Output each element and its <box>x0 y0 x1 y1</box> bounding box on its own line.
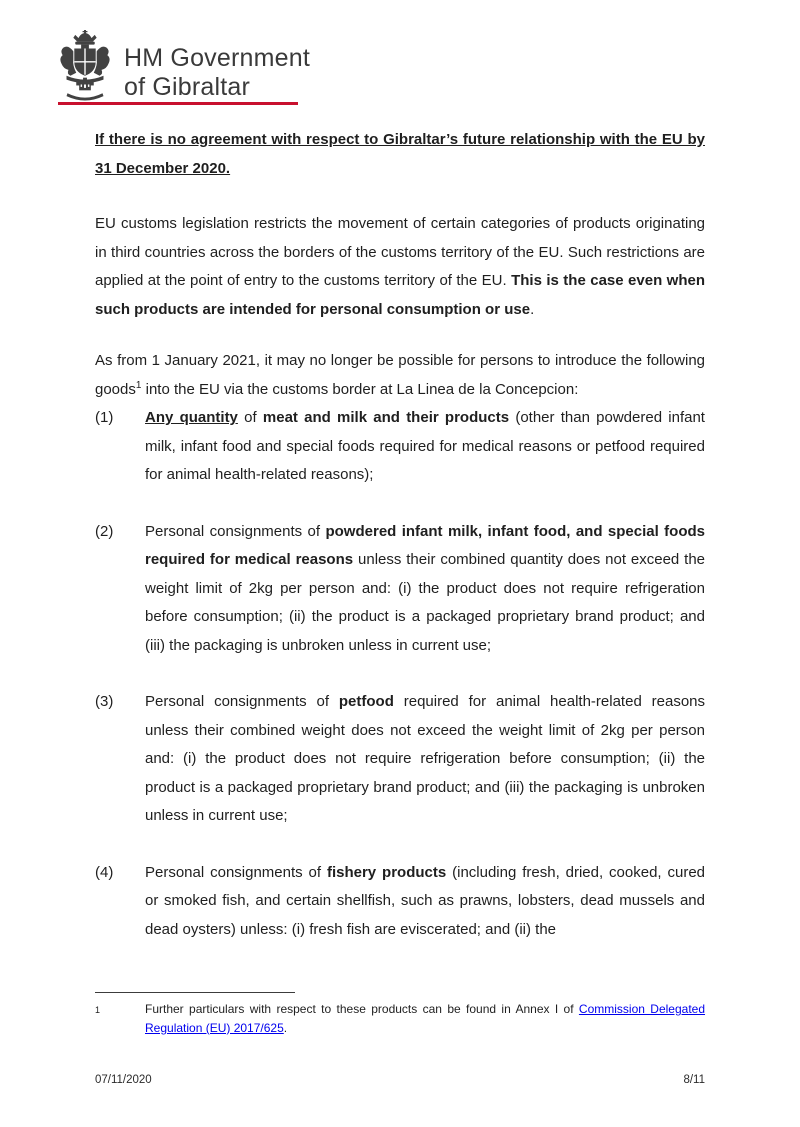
footnote-marker: 1 <box>95 1005 101 1015</box>
list-item-3 <box>95 688 705 831</box>
document-body <box>95 126 705 944</box>
list-item-4 <box>95 859 705 945</box>
paragraph-customs-legislation: EU customs legislation restricts the movement of certain categories of products originating in third countries across the borders of the customs territory of the EU. Such restrictions are applied at the point of entry to the customs territory of the EU. This is the case even when such products are intended for personal consumption or use. <box>95 215 705 318</box>
list-item-1-number: (1) <box>95 409 114 426</box>
list-item-3-number: (3) <box>95 693 114 710</box>
list-item-2 <box>95 518 705 661</box>
footer-page-number: 8/11 <box>683 1074 705 1086</box>
footnote <box>95 1000 705 1037</box>
gibraltar-coat-of-arms-icon <box>58 30 112 102</box>
list-item-2-text: Personal consignments of powdered infant milk, infant food, and special foods required for medical reasons unless their combined quantity does not exceed the weight limit of 2kg per person and: (i) the product does not require refrigeration before consumption; (ii) the product is a packaged proprietary brand product; and (iii) the packaging is unbroken unless in current use; <box>145 522 706 654</box>
list-item-2-number: (2) <box>95 522 114 540</box>
org-name <box>124 30 310 102</box>
list-item-4-text: Personal consignments of fishery products (including fresh, dried, cooked, cured or smoked fish, and certain shellfish, such as prawns, lobsters, dead mussels and dead oysters) unless: (i) fresh fish are eviscerated; and (ii) the <box>145 863 706 938</box>
footnote-divider <box>95 992 295 993</box>
paragraph-intro-list: As from 1 January 2021, it may no longer be possible for persons to introduce the following goods$^1$ into the EU via the customs border at La Linea de la Concepcion: <box>95 352 705 398</box>
footer-date: 07/11/2020 <box>95 1074 152 1086</box>
list-item-1 <box>95 404 705 490</box>
org-name-line1: HM Government <box>124 44 310 72</box>
header-accent-rule <box>58 102 298 105</box>
list-item-3-text: Personal consignments of petfood required for animal health-related reasons unless their combined weight does not exceed the weight limit of 2kg per person and: (i) the product does not require refrigeration before consumption; (ii) the product is a packaged proprietary brand product; and (iii) the packaging is unbroken unless in current use; <box>145 693 706 824</box>
org-name-line2: of Gibraltar <box>124 73 251 101</box>
list-item-1-text: Any quantity of meat and milk and their products (other than powdered infant milk, infant food and special foods required for medical reasons or petfood required for animal health-related reasons); <box>145 409 705 483</box>
document-heading: If there is no agreement with respect to Gibraltar’s future relationship with the EU by 31 December 2020. <box>95 131 705 177</box>
footnote-text: Further particulars with respect to these products can be found in Annex I of Commission Delegated Regulation (EU) 2017/625. <box>145 1002 706 1035</box>
header <box>58 30 310 102</box>
list-item-4-number: (4) <box>95 863 114 881</box>
regulation-link[interactable]: Commission Delegated Regulation (EU) 2017/625 <box>145 1002 706 1035</box>
page-footer <box>95 1074 705 1086</box>
footnote-section <box>95 992 705 1037</box>
